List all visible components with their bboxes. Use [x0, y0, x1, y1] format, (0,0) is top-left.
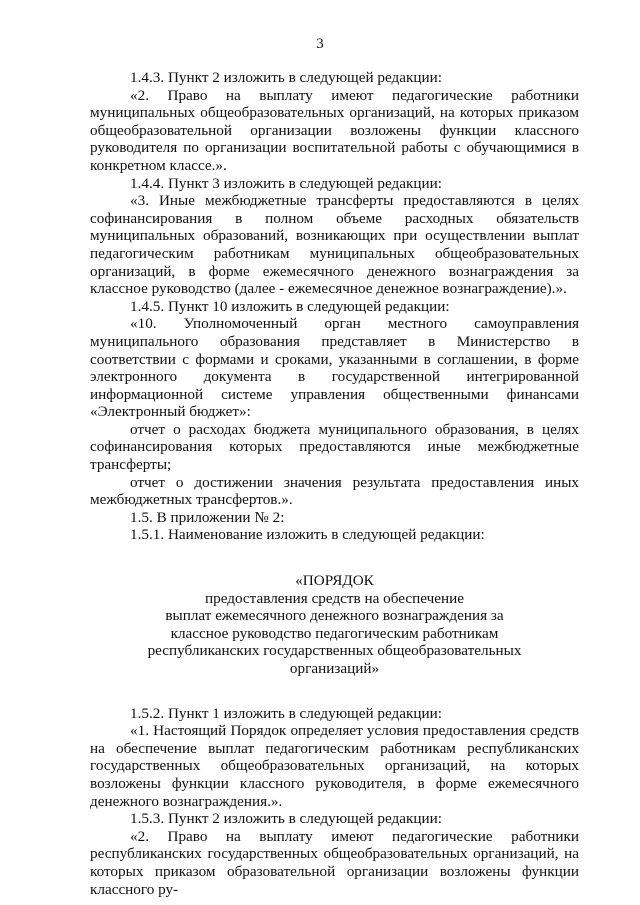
paragraph: «3. Иные межбюджетные трансферты предоставляются в целях софинансирования в полном объеме расходных обязательств муниципальных образований, возникающих при осуществлении выплат педагогическим работникам муниципальных общеобразовательных организаций, в форме ежемесячного денежного вознаграждения за классное руководство (далее - ежемесячное денежное вознаграждение).». — [90, 192, 579, 298]
title-line: «ПОРЯДОК — [295, 572, 374, 590]
paragraph: «2. Право на выплату имеют педагогические работники республиканских государственных общеобразовательных организаций, на которых приказом образовательной организации возложены функции классного ру- — [90, 827, 579, 898]
paragraph: 1.4.3. Пункт 2 изложить в следующей редакции: — [130, 69, 443, 86]
paragraph: 1.4.5. Пункт 10 изложить в следующей редакции: — [130, 297, 450, 315]
paragraph: 1.5.3. Пункт 2 изложить в следующей редакции: — [130, 810, 443, 828]
paragraph: отчет о расходах бюджета муниципального образования, в целях софинансирования которых предоставляются иные межбюджетные трансферты; — [90, 420, 579, 474]
title-line: классное руководство педагогическим работникам — [170, 624, 499, 642]
paragraph: отчет о достижении значения результата предоставления иных межбюджетных трансфертов.». — [90, 473, 579, 509]
paragraph: 1.5.1. Наименование изложить в следующей редакции: — [130, 526, 485, 544]
paragraph: «10. Уполномоченный орган местного самоуправления муниципального образования представляет в Министерство в соответствии с формами и сроками, указанными в соглашении, в форме электронного документа в государственной интегрированной информационной системе управления общественными финансами «Электронный бюджет»: — [90, 315, 579, 421]
document-body — [90, 69, 579, 898]
paragraph: «2. Право на выплату имеют педагогические работники муниципальных общеобразовательных организаций, на которых приказом общеобразовательной организации возложены функции классного руководителя по организации воспитательной работы с обучающимися в конкретном классе.». — [90, 86, 579, 174]
paragraph: 1.5.2. Пункт 1 изложить в следующей редакции: — [130, 704, 443, 722]
page-number: 3 — [316, 36, 324, 52]
paragraph: «1. Настоящий Порядок определяет условия предоставления средств на обеспечение выплат педагогическим работникам республиканских государственных общеобразовательных организаций, на которых возложены функции классного руководителя, в форме ежемесячного денежного вознаграждения.». — [90, 722, 579, 810]
paragraph: 1.4.4. Пункт 3 изложить в следующей редакции: — [130, 174, 443, 192]
section-title — [90, 572, 579, 678]
title-line: предоставления средств на обеспечение — [204, 589, 465, 607]
title-line: выплат ежемесячного денежного вознаграждения за — [165, 607, 504, 625]
title-line: республиканских государственных общеобразовательных — [147, 642, 522, 660]
title-line: организаций» — [289, 660, 380, 677]
paragraph: 1.5. В приложении № 2: — [130, 508, 285, 526]
